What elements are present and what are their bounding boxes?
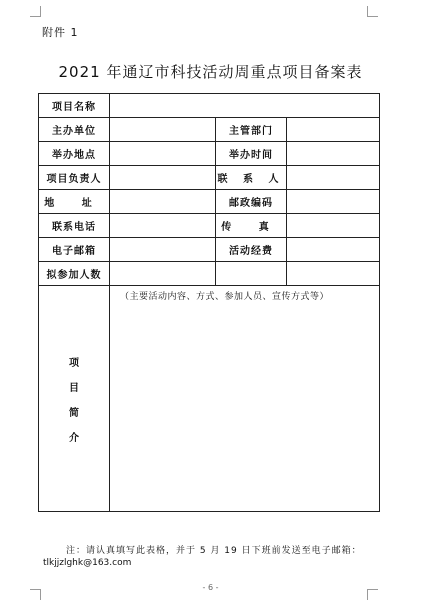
field-intro[interactable]	[110, 286, 380, 512]
field-organizer[interactable]	[110, 118, 216, 142]
label-project-name: 项目名称	[39, 94, 110, 118]
annex-label: 附件 1	[42, 26, 79, 39]
registration-form-table	[38, 93, 380, 512]
label-intro	[39, 286, 110, 512]
field-participants-extra-1[interactable]	[216, 262, 287, 286]
label-organizer: 主办单位	[39, 118, 110, 142]
label-leader: 项目负责人	[39, 166, 110, 190]
label-address: 地 址	[39, 190, 110, 214]
footer-email: tlkjjzlghk@163.com	[43, 558, 132, 568]
field-authority[interactable]	[287, 118, 380, 142]
label-venue: 举办地点	[39, 142, 110, 166]
row-email	[39, 238, 380, 262]
label-contact: 联 系 人	[216, 166, 287, 190]
row-phone	[39, 214, 380, 238]
label-postcode: 邮政编码	[216, 190, 287, 214]
field-email[interactable]	[110, 238, 216, 262]
row-intro	[39, 286, 380, 512]
label-participants: 拟参加人数	[39, 262, 110, 286]
label-phone: 联系电话	[39, 214, 110, 238]
field-time[interactable]	[287, 142, 380, 166]
label-fax: 传 真	[216, 214, 287, 238]
field-phone[interactable]	[110, 214, 216, 238]
intro-hint: （主要活动内容、方式、参加人员、宣传方式等）	[120, 292, 330, 302]
field-budget[interactable]	[287, 238, 380, 262]
row-participants	[39, 262, 380, 286]
field-fax[interactable]	[287, 214, 380, 238]
row-organizer	[39, 118, 380, 142]
field-participants-extra-2[interactable]	[287, 262, 380, 286]
page-title: 2021 年通辽市科技活动周重点项目备案表	[58, 63, 363, 81]
field-venue[interactable]	[110, 142, 216, 166]
crop-mark-top-left	[30, 6, 41, 17]
label-intro-char: 项	[69, 357, 79, 369]
row-venue	[39, 142, 380, 166]
row-project-name	[39, 94, 380, 118]
page-number: - 6 -	[202, 583, 219, 592]
label-intro-char: 介	[69, 432, 79, 444]
label-email: 电子邮箱	[39, 238, 110, 262]
label-intro-char: 目	[69, 382, 79, 394]
label-intro-char: 简	[69, 407, 79, 419]
row-address	[39, 190, 380, 214]
field-address[interactable]	[110, 190, 216, 214]
field-contact[interactable]	[287, 166, 380, 190]
field-leader[interactable]	[110, 166, 216, 190]
label-budget: 活动经费	[216, 238, 287, 262]
footer-note: 注：请认真填写此表格，并于 5 月 19 日下班前发送至电子邮箱：	[66, 546, 362, 556]
label-time: 举办时间	[216, 142, 287, 166]
label-authority: 主管部门	[216, 118, 287, 142]
field-participants[interactable]	[110, 262, 216, 286]
field-project-name[interactable]	[110, 94, 380, 118]
row-leader	[39, 166, 380, 190]
field-postcode[interactable]	[287, 190, 380, 214]
crop-mark-top-right	[367, 6, 378, 17]
